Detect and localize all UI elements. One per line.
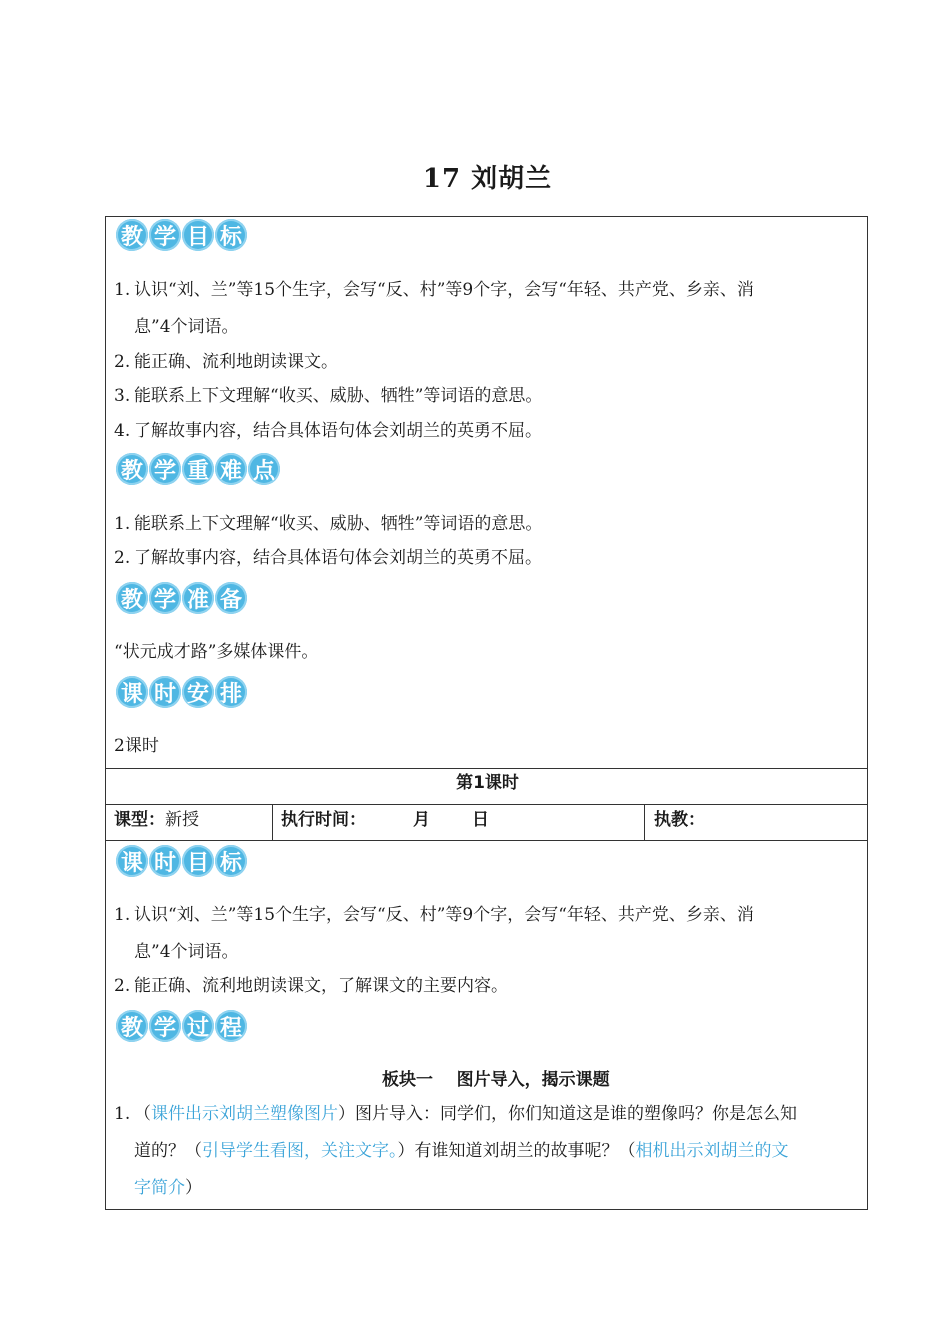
key-point-item: 1. 能联系上下文理解“收买、威胁、牺牲”等词语的意思。 [114,514,543,534]
process-para-line: 字简介） [134,1178,202,1198]
teacher-label: 执教： [654,810,705,830]
badge-char: 学 [149,1010,181,1042]
badge-char: 学 [149,582,181,614]
badge-char: 学 [149,219,181,251]
key-points-badge [116,453,280,485]
badge-char: 课 [116,676,148,708]
badge-char: 时 [149,845,181,877]
lesson-goal-item-cont: 息”4个词语。 [134,942,239,962]
cell-divider [272,804,273,840]
goal-item: 3. 能联系上下文理解“收买、威胁、牺牲”等词语的意思。 [114,386,543,406]
badge-char: 准 [182,582,214,614]
badge-char: 教 [116,219,148,251]
goal-item: 1. 认识“刘、兰”等15个生字，会写“反、村”等9个字，会写“年轻、共产党、乡亲、消 [114,280,754,300]
execution-time-label: 执行时间： [281,810,366,830]
badge-char: 点 [248,453,280,485]
process-para-line: 道的？（引导学生看图，关注文字。）有谁知道刘胡兰的故事呢？（相机出示刘胡兰的文 [134,1141,789,1161]
badge-char: 学 [149,453,181,485]
badge-char: 目 [182,219,214,251]
prep-text: “状元成才路”多媒体课件。 [114,642,319,662]
goal-item-cont: 息”4个词语。 [134,317,239,337]
badge-char: 排 [215,676,247,708]
lesson-type: 课型：新授 [114,810,199,830]
lesson-plan-table [105,216,868,1210]
cell-divider [644,804,645,840]
badge-char: 时 [149,676,181,708]
schedule-badge [116,676,247,708]
badge-char: 过 [182,1010,214,1042]
process-para-line: 1. （课件出示刘胡兰塑像图片）图片导入：同学们，你们知道这是谁的塑像吗？你是怎么知 [114,1104,797,1124]
badge-char: 重 [182,453,214,485]
goals-badge [116,219,247,251]
goal-item: 4. 了解故事内容，结合具体语句体会刘胡兰的英勇不屈。 [114,421,542,441]
block-title: 板块一 图片导入，揭示课题 [382,1070,610,1090]
badge-char: 难 [215,453,247,485]
badge-char: 安 [182,676,214,708]
badge-char: 标 [215,219,247,251]
key-point-item: 2. 了解故事内容，结合具体语句体会刘胡兰的英勇不屈。 [114,548,542,568]
page-title: 17 刘胡兰 [422,164,553,194]
badge-char: 标 [215,845,247,877]
month-label: 月 [413,810,430,830]
day-label: 日 [472,810,489,830]
divider [106,768,867,769]
schedule-text: 2课时 [114,736,159,756]
badge-char: 教 [116,453,148,485]
badge-char: 目 [182,845,214,877]
badge-char: 教 [116,1010,148,1042]
goal-item: 2. 能正确、流利地朗读课文。 [114,352,338,372]
badge-char: 教 [116,582,148,614]
lesson-goals-badge [116,845,247,877]
prep-badge [116,582,247,614]
badge-char: 备 [215,582,247,614]
lesson-goal-item: 2. 能正确、流利地朗读课文，了解课文的主要内容。 [114,976,508,996]
divider [106,840,867,841]
lesson-goal-item: 1. 认识“刘、兰”等15个生字，会写“反、村”等9个字，会写“年轻、共产党、乡亲、消 [114,905,754,925]
badge-char: 课 [116,845,148,877]
lesson-heading: 第1课时 [456,773,519,793]
divider [106,804,867,805]
badge-char: 程 [215,1010,247,1042]
process-badge [116,1010,247,1042]
